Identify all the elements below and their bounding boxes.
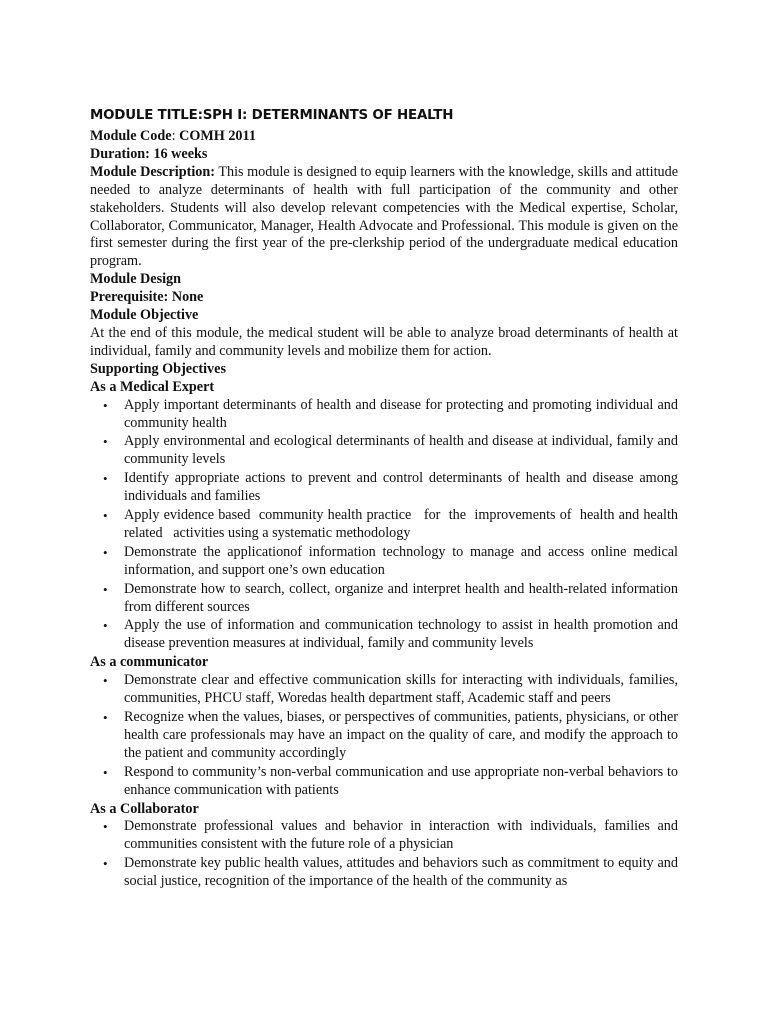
module-code-value: COMH 2011 (179, 128, 256, 144)
bullet-icon: • (103, 819, 108, 835)
list-item-text: Demonstrate the applicationof information technology to manage and access online medical information, and support one’s own education (124, 543, 678, 578)
module-objective-heading: Module Objective (90, 307, 199, 324)
list-item-text: Apply environmental and ecological determinants of health and disease at individual, family and community levels (124, 433, 678, 468)
communicator-list (90, 672, 678, 799)
section-heading-collaborator: As a Collaborator (90, 800, 199, 817)
list-item-text: Identify appropriate actions to prevent and control determinants of health and disease among individuals and families (124, 470, 678, 505)
section-heading-medical-expert: As a Medical Expert (90, 378, 215, 395)
list-item-text: Apply evidence based community health practice for the improvements of health and health related activities using a systematic methodology (124, 507, 682, 541)
module-description-label: Module Description: (90, 163, 215, 180)
list-item-text: Apply important determinants of health and disease for protecting and promoting individual and community health (124, 396, 678, 431)
bullet-icon: • (103, 544, 108, 560)
bullet-icon: • (103, 508, 108, 524)
list-item (90, 818, 678, 854)
list-item (90, 397, 678, 433)
supporting-objectives-heading: Supporting Objectives (90, 360, 226, 377)
list-item-text: Demonstrate clear and effective communication skills for interacting with individuals, families, communities, PHCU staff, Woredas health department staff, Academic staff and peers (124, 672, 678, 707)
list-item (90, 855, 678, 891)
list-item (90, 581, 678, 617)
medical-expert-list (90, 396, 682, 654)
list-item (90, 709, 678, 763)
module-code-sep: : (171, 128, 180, 144)
bullet-icon: • (103, 618, 108, 634)
bullet-icon: • (103, 856, 108, 872)
module-design-heading: Module Design (90, 271, 182, 288)
list-item (90, 433, 678, 469)
list-item-text: Apply the use of information and communication technology to assist in health promotion and disease prevention measures at individual, family and community levels (124, 617, 678, 652)
bullet-icon: • (103, 471, 108, 487)
list-item (90, 470, 678, 506)
module-code-label: Module Code (90, 128, 172, 144)
module-title: MODULE TITLE:SPH I: DETERMINANTS OF HEALTH (90, 108, 454, 123)
bullet-icon: • (103, 581, 108, 597)
section-heading-communicator: As a communicator (90, 654, 209, 671)
list-item (90, 672, 678, 708)
module-description (90, 164, 678, 271)
module-description-text: This module is designed to equip learners with the knowledge, skills and attitude needed to analyze determinants of health with full participation of the community and other stakeholders. Students will also develop relevant competencies with the Medical expertise, Scholar, Collaborator, Communicator, Manager, Health Advocate and Professional. This module is given on the first semester during the first year of the pre-clerkship period of the undergraduate medical education program. (90, 163, 679, 270)
list-item-text: Recognize when the values, biases, or perspectives of communities, patients, physicians, or other health care professionals may have an impact on the quality of care, and modify the approach to the patient and community accordingly (124, 709, 678, 761)
list-item-text: Demonstrate key public health values, attitudes and behaviors such as commitment to equity and social justice, recognition of the importance of the health of the community as (124, 855, 678, 890)
prerequisite: Prerequisite: None (90, 289, 204, 306)
list-item (90, 617, 678, 653)
bullet-icon: • (103, 764, 108, 780)
list-item (90, 764, 678, 800)
bullet-icon: • (103, 397, 108, 413)
list-item (90, 507, 682, 543)
module-objective-text: At the end of this module, the medical student will be able to analyze broad determinants of health at individual, family and community levels and mobilize them for action. (90, 324, 678, 359)
list-item-text: Respond to community’s non-verbal communication and use appropriate non-verbal behaviors to enhance communication with patients (124, 763, 678, 798)
bullet-icon: • (103, 673, 108, 689)
bullet-icon: • (103, 434, 108, 450)
document-page (90, 104, 682, 892)
list-item-text: Demonstrate professional values and behavior in interaction with individuals, families and communities consistent with the future role of a physician (124, 818, 678, 853)
collaborator-list (90, 818, 678, 891)
bullet-icon: • (103, 710, 108, 725)
module-code (90, 128, 678, 146)
list-item-text: Demonstrate how to search, collect, organize and interpret health and health-related information from different sources (124, 580, 678, 615)
module-duration: Duration: 16 weeks (90, 145, 208, 162)
list-item (90, 544, 678, 580)
